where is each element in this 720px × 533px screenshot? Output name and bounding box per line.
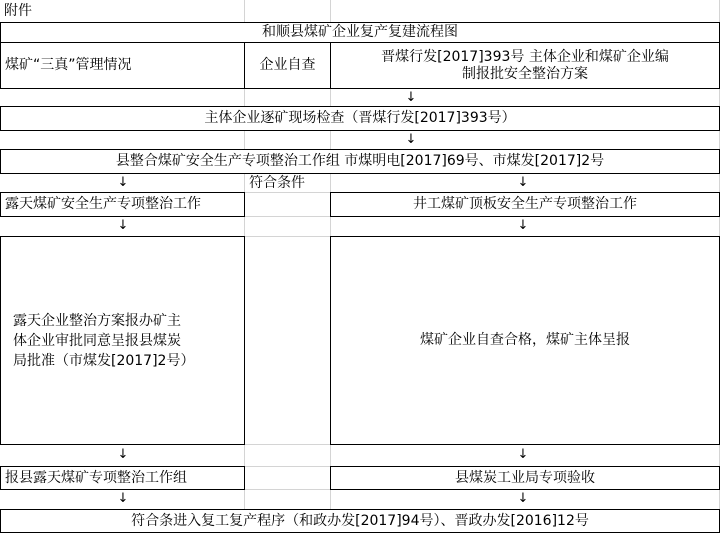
open-pit-work: 露天煤矿安全生产专项整治工作 (0, 192, 245, 217)
header-three-truths: 煤矿“三真”管理情况 (0, 42, 245, 89)
flow-arrow: ↓ (117, 491, 129, 506)
open-pit-plan-approval (0, 236, 245, 445)
open-pit-plan-line3: 局批准（市煤发[2017]2号） (13, 352, 195, 369)
header-self-check: 企业自查 (244, 42, 331, 89)
flowchart-title: 和顺县煤矿企业复产复建流程图 (0, 22, 720, 43)
appendix-label: 附件 (4, 3, 32, 19)
flow-arrow: ↓ (517, 447, 529, 462)
final-resume-production: 符合条进入复工复产程序（和政办发[2017]94号）、晋政办发[2016]12号 (0, 509, 720, 533)
header-plan-line2: 制报批安全整治方案 (462, 65, 588, 82)
condition-label: 符合条件 (249, 175, 305, 191)
underground-self-check: 煤矿企业自查合格，煤矿主体呈报 (330, 236, 720, 445)
open-pit-plan-line1: 露天企业整治方案报办矿主 (13, 312, 181, 329)
flow-arrow: ↓ (117, 175, 129, 190)
flow-arrow: ↓ (517, 175, 529, 190)
county-bureau-acceptance: 县煤炭工业局专项验收 (330, 466, 720, 490)
step-county-group: 县整合煤矿安全生产专项整治工作组 市煤明电[2017]69号、市煤发[2017]2号 (0, 149, 720, 174)
header-plan-line1: 晋煤行发[2017]393号 主体企业和煤矿企业编 (381, 48, 669, 65)
flow-arrow: ↓ (517, 491, 529, 506)
underground-work: 井工煤矿顶板安全生产专项整治工作 (330, 192, 720, 217)
flow-arrow: ↓ (405, 90, 417, 105)
open-pit-plan-line2: 体企业审批同意呈报县煤炭 (13, 332, 181, 349)
flow-arrow: ↓ (117, 447, 129, 462)
flow-arrow: ↓ (517, 218, 529, 233)
report-open-pit-group: 报县露天煤矿专项整治工作组 (0, 466, 245, 490)
flow-arrow: ↓ (117, 218, 129, 233)
step-field-inspection: 主体企业逐矿现场检查（晋煤行发[2017]393号） (0, 106, 720, 131)
header-rectification-plan (330, 42, 720, 89)
flow-arrow: ↓ (405, 132, 417, 147)
